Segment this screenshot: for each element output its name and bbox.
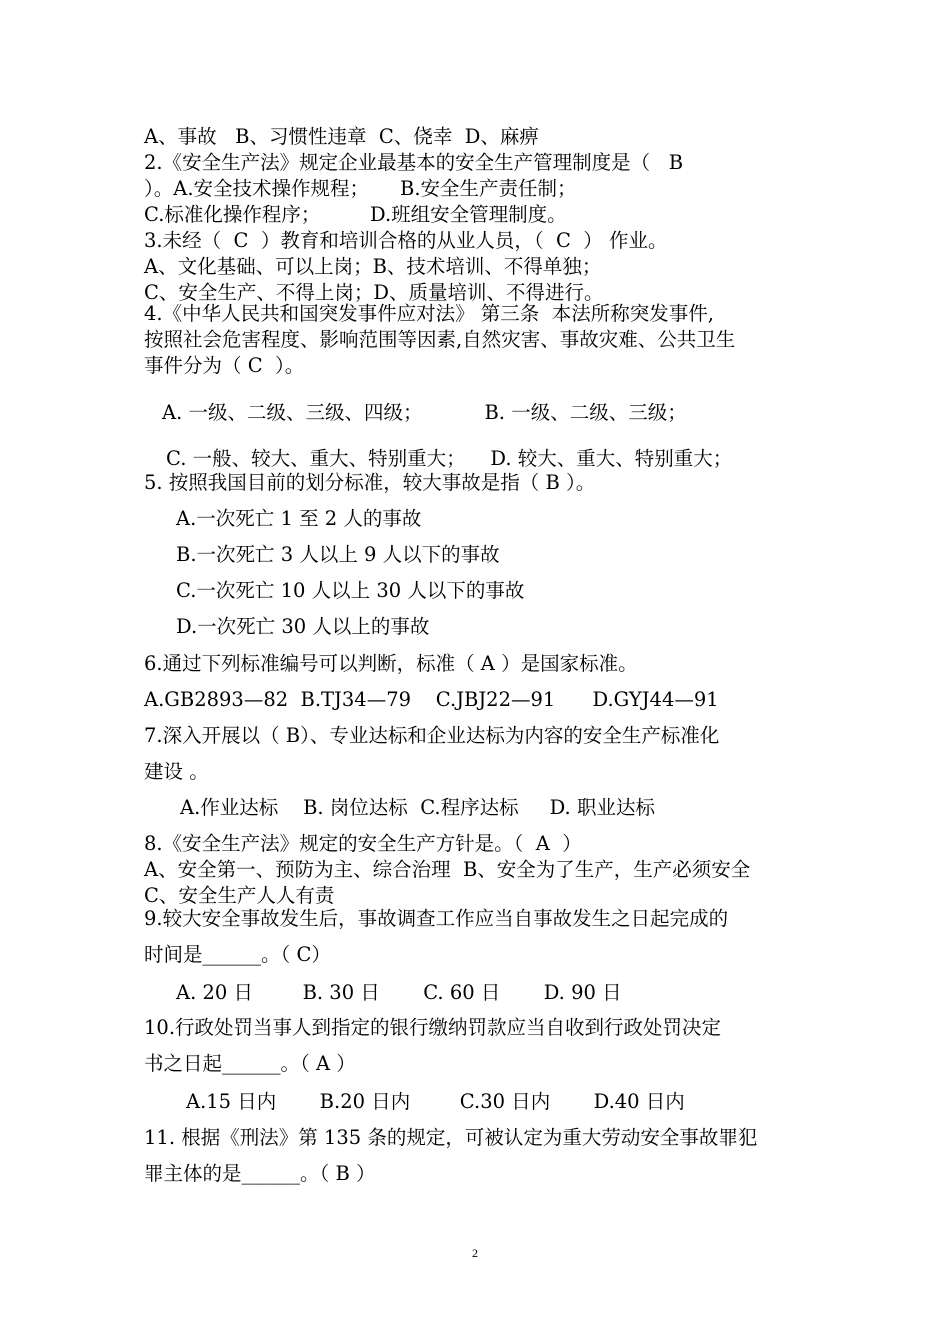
- text-line: 7.深入开展以（ B）、专业达标和企业达标为内容的安全生产标准化: [144, 724, 720, 747]
- text-line: A、文化基础、可以上岗；B、技术培训、不得单独；: [144, 255, 602, 278]
- text-line: 罪主体的是______。（ B ）: [144, 1162, 376, 1185]
- text-line: 2.《安全生产法》规定企业最基本的安全生产管理制度是（ B: [144, 151, 684, 174]
- text-line: C、安全生产、不得上岗；D、质量培训、不得进行。: [144, 281, 604, 304]
- text-line: 6.通过下列标准编号可以判断，标准（ A ）是国家标准。: [144, 652, 638, 675]
- text-line: A.一次死亡 1 至 2 人的事故: [176, 507, 422, 530]
- text-line: 书之日起______。（ A ）: [144, 1052, 356, 1075]
- text-line: 9.较大安全事故发生后，事故调查工作应当自事故发生之日起完成的: [144, 907, 729, 930]
- text-line: D.一次死亡 30 人以上的事故: [176, 615, 430, 638]
- text-line: 事件分为（ C ）。: [144, 354, 305, 377]
- text-line: A.15 日内 B.20 日内 C.30 日内 D.40 日内: [186, 1090, 685, 1113]
- page-number: 2: [472, 1246, 478, 1260]
- text-line: A. 20 日 B. 30 日 C. 60 日 D. 90 日: [176, 981, 622, 1004]
- text-line: C.一次死亡 10 人以上 30 人以下的事故: [176, 579, 525, 602]
- text-line: A. 一级、二级、三级、四级； B. 一级、二级、三级；: [162, 401, 687, 424]
- text-line: 按照社会危害程度、影响范围等因素,自然灾害、事故灾难、公共卫生: [144, 328, 736, 351]
- text-line: A.作业达标 B. 岗位达标 C.程序达标 D. 职业达标: [180, 796, 655, 819]
- text-line: A、事故 B、习惯性违章 C、侥幸 D、麻痹: [144, 125, 539, 148]
- text-line: 8.《安全生产法》规定的安全生产方针是。（ A ）: [144, 832, 582, 855]
- text-line: 10.行政处罚当事人到指定的银行缴纳罚款应当自收到行政处罚决定: [144, 1016, 722, 1039]
- text-line: 建设 。: [144, 760, 209, 783]
- text-line: A、安全第一、预防为主、综合治理 B、安全为了生产，生产必须安全: [144, 858, 751, 881]
- text-line: B.一次死亡 3 人以上 9 人以下的事故: [176, 543, 500, 566]
- text-line: C、安全生产人人有责: [144, 884, 335, 907]
- text-line: C.标准化操作程序； D.班组安全管理制度。: [144, 203, 567, 226]
- text-line: 时间是______。（ C）: [144, 943, 331, 966]
- text-line: C. 一般、较大、重大、特别重大； D. 较大、重大、特别重大；: [166, 447, 733, 470]
- text-line: 3.未经（ C ）教育和培训合格的从业人员，（ C ） 作业。: [144, 229, 668, 252]
- text-line: A.GB2893—82 B.TJ34—79 C.JBJ22—91 D.GYJ44—91: [144, 688, 719, 711]
- text-line: 4.《中华人民共和国突发事件应对法》 第三条 本法所称突发事件,: [144, 302, 714, 325]
- text-line: ）。A.安全技术操作规程； B.安全生产责任制；: [144, 177, 577, 200]
- text-line: 11. 根据《刑法》第 135 条的规定，可被认定为重大劳动安全事故罪犯: [144, 1126, 758, 1149]
- text-line: 5. 按照我国目前的划分标准，较大事故是指（ B ）。: [144, 471, 596, 494]
